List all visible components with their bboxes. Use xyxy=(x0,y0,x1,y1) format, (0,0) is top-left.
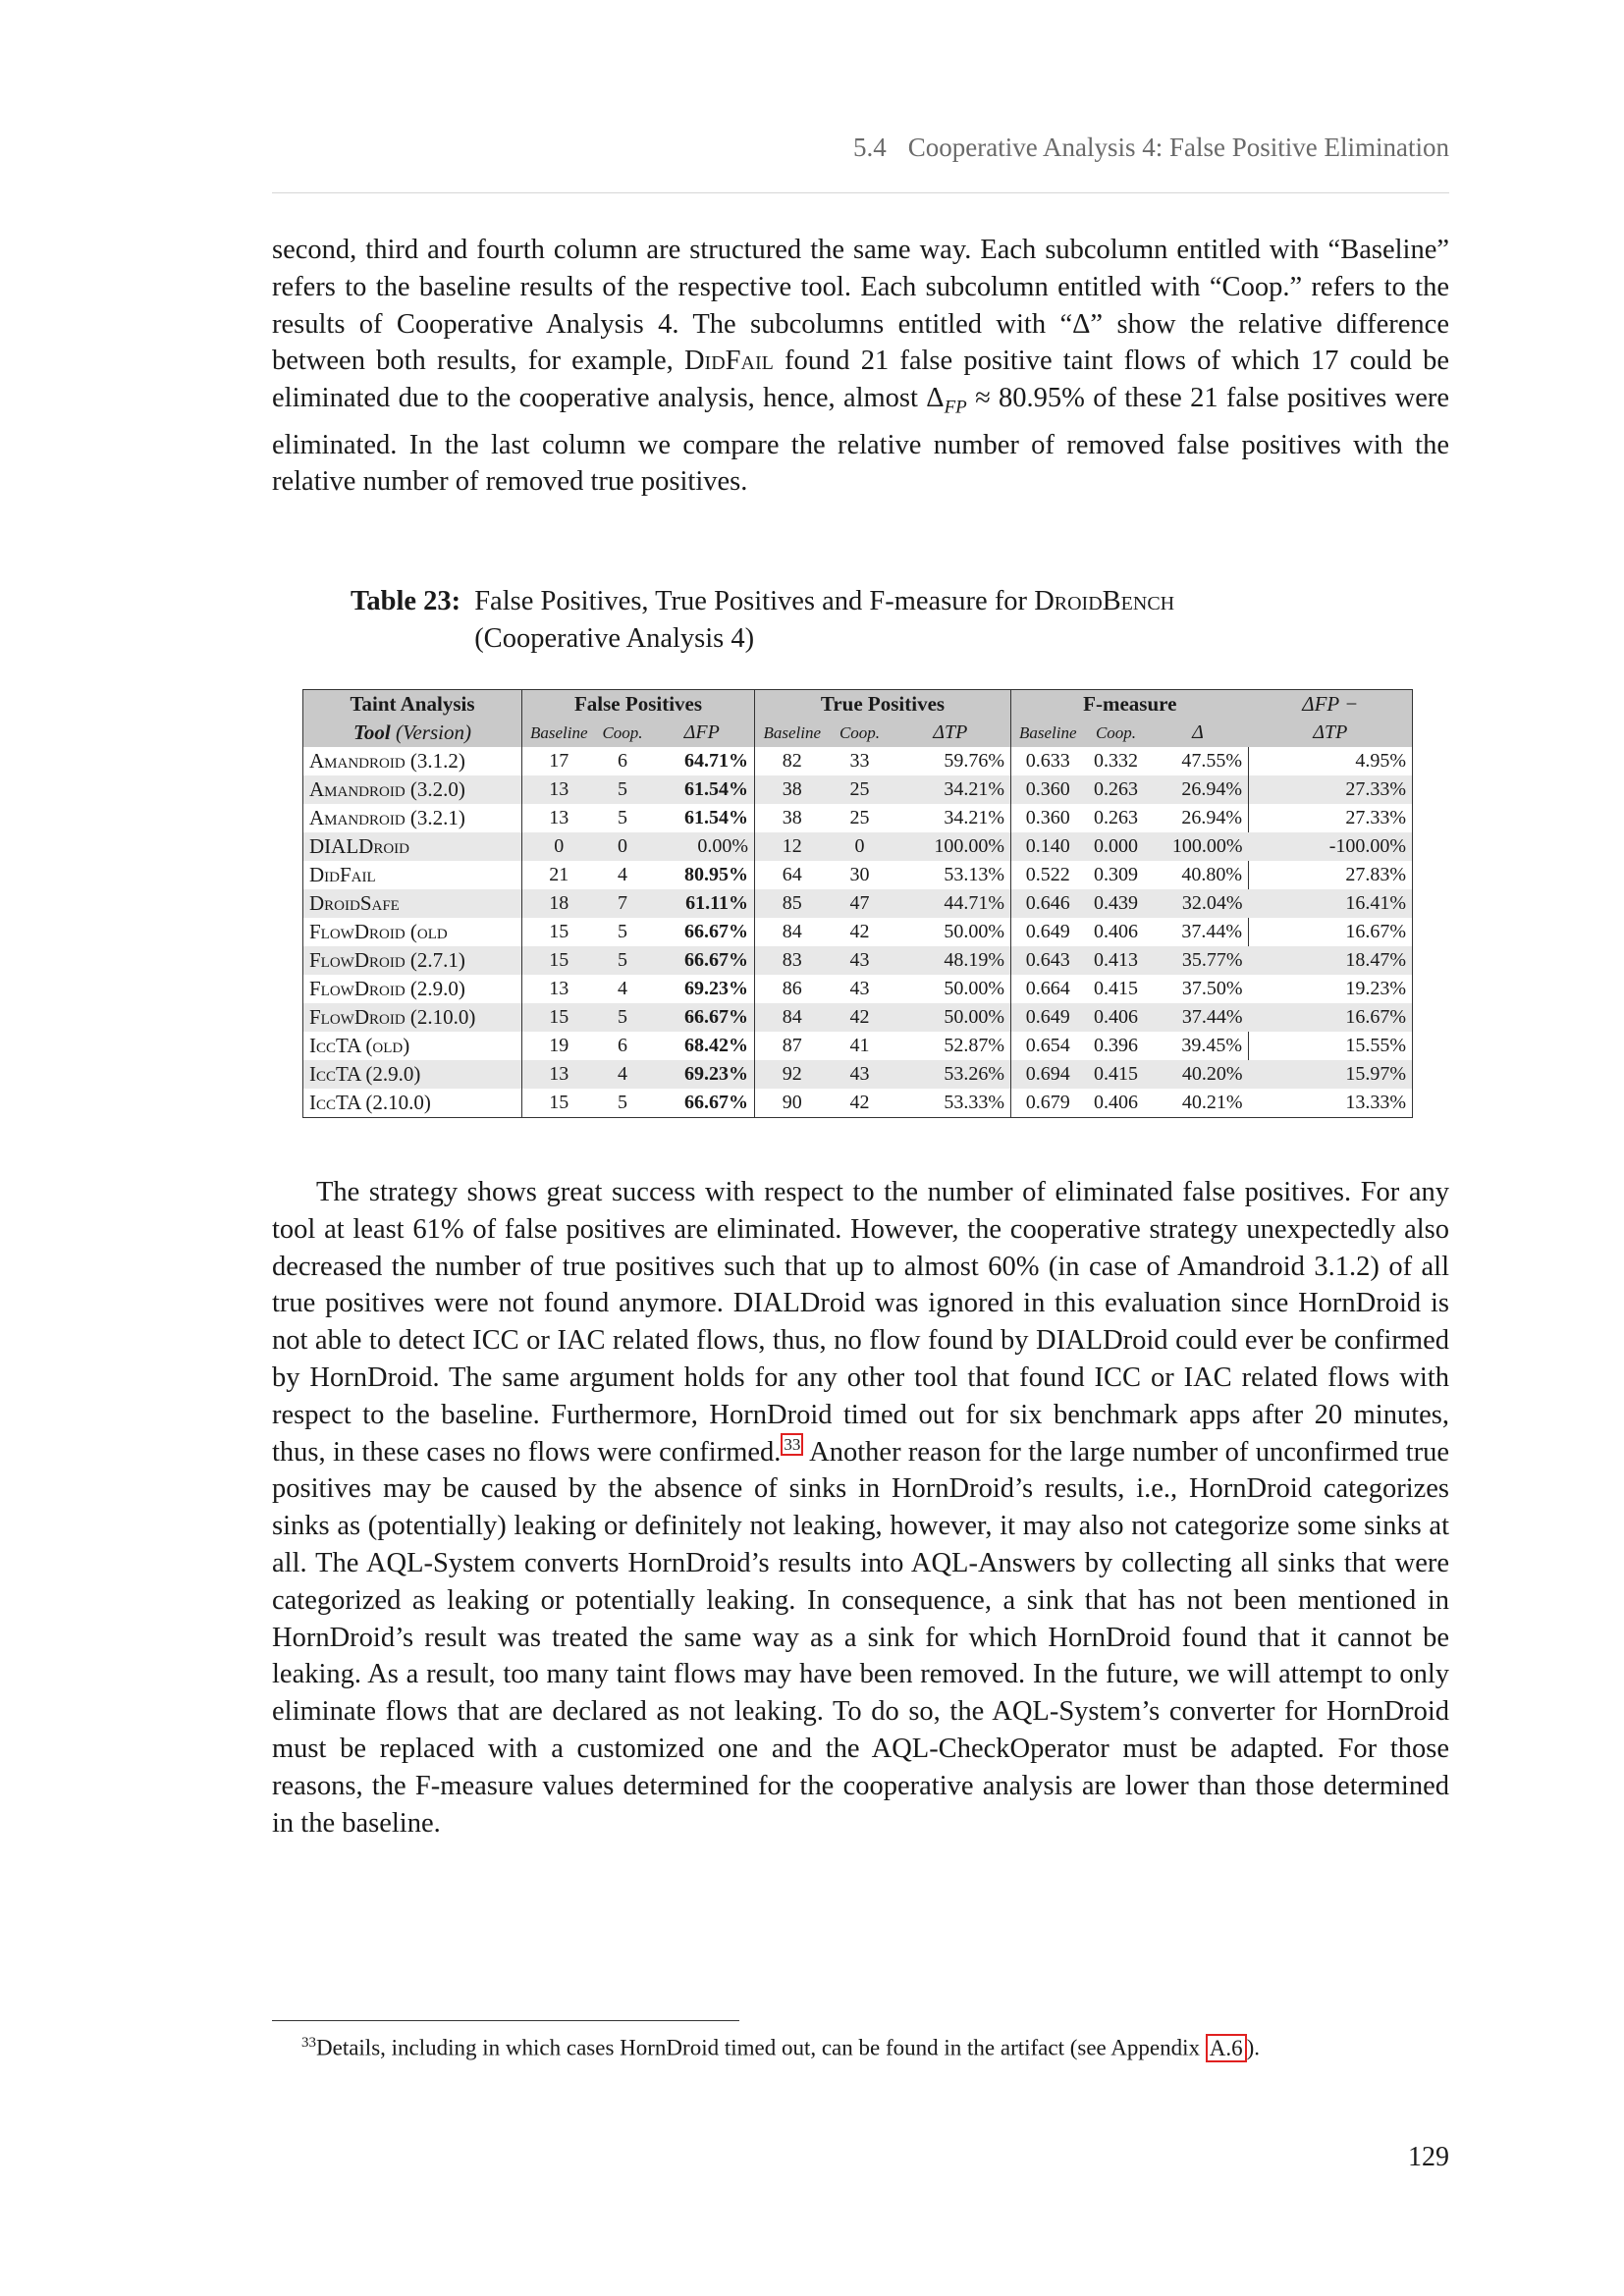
cell-tp_delta: 52.87% xyxy=(944,1035,1005,1056)
table-subheader-row: Tool (Version) Baseline Coop. ΔFP Baseline Coop. ΔTP Baseline Coop. Δ ΔTP xyxy=(303,719,1413,747)
cell-fp_base: 13 xyxy=(522,804,596,832)
cell-tool: IccTA (old) xyxy=(303,1032,522,1060)
cell-tool: IccTA (2.9.0) xyxy=(309,1062,421,1086)
cell-fp_coop: 6 xyxy=(618,750,627,772)
cell-tp_delta: 44.71% xyxy=(944,892,1005,914)
cell-diff: 27.33% xyxy=(1345,807,1407,828)
cell-fp_base: 19 xyxy=(522,1032,596,1060)
cell-tp_base: 84 xyxy=(755,918,830,946)
table-row xyxy=(303,804,1413,832)
table-row xyxy=(303,1089,1413,1118)
cell-tool: DroidSafe xyxy=(309,891,400,915)
cell-f_coop: 0.309 xyxy=(1094,864,1139,885)
cell-fp_base: 13 xyxy=(522,775,596,804)
cell-diff: 4.95% xyxy=(1355,750,1407,772)
cell-tp_coop: 42 xyxy=(849,1006,870,1028)
cell-fp_coop: 5 xyxy=(618,1092,627,1113)
cell-f_base: 0.360 xyxy=(1011,804,1085,832)
cell-f_delta: 40.21% xyxy=(1181,1092,1243,1113)
cell-tp_base: 92 xyxy=(755,1060,830,1089)
cell-diff: 19.23% xyxy=(1345,978,1407,999)
cell-tp_coop: 25 xyxy=(849,778,870,800)
cell-tp_delta: 50.00% xyxy=(944,921,1005,942)
table-row xyxy=(303,975,1413,1003)
cell-f_delta: 37.44% xyxy=(1181,1006,1243,1028)
cell-fp_base: 18 xyxy=(522,889,596,918)
cell-f_base: 0.140 xyxy=(1011,832,1085,861)
table-header-row: Taint Analysis False Positives True Positives F-measure ΔFP − xyxy=(303,690,1413,720)
cell-fp_coop: 5 xyxy=(618,949,627,971)
cell-f_base: 0.522 xyxy=(1011,861,1085,889)
table-caption xyxy=(351,583,1391,658)
cell-tp_coop: 43 xyxy=(849,978,870,999)
cell-fp_delta: 0.00% xyxy=(697,835,748,857)
cell-f_coop: 0.000 xyxy=(1094,835,1139,857)
cell-fp_coop: 5 xyxy=(618,778,627,800)
cell-f_base: 0.654 xyxy=(1011,1032,1085,1060)
cell-diff: 16.67% xyxy=(1345,1006,1407,1028)
cell-fp_delta: 69.23% xyxy=(684,978,748,999)
cell-tp_delta: 50.00% xyxy=(944,978,1005,999)
cell-tp_delta: 53.13% xyxy=(944,864,1005,885)
section-title: Cooperative Analysis 4: False Positive Elimination xyxy=(907,133,1449,162)
cell-f_delta: 35.77% xyxy=(1181,949,1243,971)
cell-tp_base: 12 xyxy=(755,832,830,861)
cell-f_coop: 0.406 xyxy=(1094,1006,1139,1028)
cell-tp_base: 38 xyxy=(755,775,830,804)
cell-fp_base: 13 xyxy=(522,975,596,1003)
cell-fp_delta: 61.11% xyxy=(685,892,748,914)
cell-diff: 15.55% xyxy=(1345,1035,1407,1056)
cell-tp_base: 90 xyxy=(755,1089,830,1118)
cell-diff: 16.67% xyxy=(1345,921,1407,942)
cell-f_delta: 37.44% xyxy=(1148,918,1249,946)
cell-diff: 27.33% xyxy=(1345,778,1407,800)
footnote-ref-link[interactable]: 33 xyxy=(781,1433,803,1456)
table-row xyxy=(303,832,1413,861)
cell-f_coop: 0.413 xyxy=(1094,949,1139,971)
table-row xyxy=(303,775,1413,804)
page-number: 129 xyxy=(1408,2142,1449,2172)
cell-fp_base: 17 xyxy=(522,747,596,775)
cell-f_delta: 26.94% xyxy=(1148,775,1249,804)
cell-fp_delta: 66.67% xyxy=(684,949,748,971)
table-row xyxy=(303,1003,1413,1032)
cell-fp_base: 15 xyxy=(522,1003,596,1032)
cell-tool: FlowDroid (2.9.0) xyxy=(309,977,465,1000)
cell-tp_base: 86 xyxy=(755,975,830,1003)
cell-fp_coop: 5 xyxy=(618,1006,627,1028)
table-row xyxy=(303,889,1413,918)
cell-tp_coop: 42 xyxy=(849,1092,870,1113)
cell-tp_delta: 34.21% xyxy=(944,778,1005,800)
cell-fp_delta: 66.67% xyxy=(684,921,748,942)
footnote: $^{33}$Details, including in which cases HornDroid timed out, can be found in the artifact (see Appendix A.6 ). xyxy=(301,2035,1261,2060)
cell-tool: Amandroid (3.2.1) xyxy=(303,804,522,832)
cell-fp_base: 15 xyxy=(522,1089,596,1118)
cell-diff: 16.41% xyxy=(1345,892,1407,914)
cell-tp_coop: 42 xyxy=(849,921,870,942)
cell-tp_coop: 25 xyxy=(849,807,870,828)
cell-fp_coop: 0 xyxy=(618,835,627,857)
cell-tool: Amandroid (3.1.2) xyxy=(303,747,522,775)
cell-tp_base: 82 xyxy=(755,747,830,775)
table-row xyxy=(303,946,1413,975)
cell-fp_delta: 64.71% xyxy=(684,750,748,772)
cell-fp_coop: 6 xyxy=(618,1035,627,1056)
cell-tp_delta: 50.00% xyxy=(944,1006,1005,1028)
cell-tp_base: 84 xyxy=(755,1003,830,1032)
cell-fp_coop: 4 xyxy=(618,978,627,999)
cell-tp_coop: 30 xyxy=(849,864,870,885)
cell-tool: Amandroid (3.2.0) xyxy=(303,775,522,804)
cell-f_base: 0.679 xyxy=(1011,1089,1085,1118)
cell-fp_delta: 61.54% xyxy=(684,807,748,828)
cell-tool: FlowDroid (2.10.0) xyxy=(309,1005,476,1029)
cell-tool: DIALDroid xyxy=(309,834,409,858)
cell-f_coop: 0.396 xyxy=(1094,1035,1139,1056)
cell-f_coop: 0.415 xyxy=(1094,1063,1139,1085)
cell-f_delta: 32.04% xyxy=(1181,892,1243,914)
cell-f_base: 0.649 xyxy=(1011,1003,1085,1032)
cell-fp_base: 15 xyxy=(522,918,596,946)
cell-fp_coop: 4 xyxy=(618,1063,627,1085)
cell-tp_base: 64 xyxy=(755,861,830,889)
cell-tp_coop: 0 xyxy=(854,835,865,857)
cell-diff: 18.47% xyxy=(1345,949,1407,971)
cell-tool: FlowDroid (old xyxy=(303,918,522,946)
cell-f_delta: 26.94% xyxy=(1148,804,1249,832)
section-number: 5.4 xyxy=(853,133,887,162)
cell-f_coop: 0.415 xyxy=(1094,978,1139,999)
cell-f_base: 0.694 xyxy=(1011,1060,1085,1089)
cell-tp_coop: 41 xyxy=(849,1035,870,1056)
cell-f_coop: 0.263 xyxy=(1094,807,1139,828)
table-row xyxy=(303,747,1413,775)
cell-f_delta: 40.80% xyxy=(1148,861,1249,889)
cell-f_coop: 0.332 xyxy=(1094,750,1139,772)
cell-tp_base: 83 xyxy=(755,946,830,975)
cell-f_base: 0.664 xyxy=(1011,975,1085,1003)
cell-tp_coop: 43 xyxy=(849,949,870,971)
cell-fp_coop: 4 xyxy=(618,864,627,885)
appendix-link[interactable]: A.6 xyxy=(1206,2034,1247,2062)
cell-fp_coop: 7 xyxy=(618,892,627,914)
cell-f_delta: 47.55% xyxy=(1148,747,1249,775)
discussion-paragraph: The strategy shows great success with respect to the number of eliminated false positives. For any tool at least 61% of false positives are eliminated. However, the cooperative strategy unexpectedly also decreased the number of true positives such that up to almost 60% (in case of Amandroid 3.1.2) of all true positives were not found anymore. DIALDroid was ignored in this evaluation since HornDroid is not able to detect ICC or IAC related flows, thus, no flow found by DIALDroid could ever be confirmed by HornDroid. The same argument holds for any other tool that found ICC or IAC related flows with respect to the baseline. Furthermore, HornDroid timed out for six benchmark apps after 20 minutes, thus, in these cases no flows were confirmed. $^{33}$ Another reason for the large number of unconfirmed true positives may be caused by the absence of sinks in HornDroid’s results, i.e., HornDroid categorizes sinks as (potentially) leaking or definitely not leaking, however, it may also not categorize some sinks at all. The AQL-System converts HornDroid’s results into AQL-Answers by collecting all sinks that were categorized as leaking or potentially leaking. In consequence, a sink that has not been mentioned in HornDroid’s result was treated the same way as a sink for which HornDroid found that it cannot be leaking. As a result, too many taint flows may have been removed. In the future, we will attempt to only eliminate flows that are declared as not leaking. To do so, the AQL-System’s converter for HornDroid must be replaced with a customized one and the AQL-CheckOperator must be adapted. For those reasons, the F-measure values determined for the cooperative analysis are lower than those determined in the baseline. xyxy=(272,1177,1449,1839)
cell-fp_coop: 5 xyxy=(618,807,627,828)
cell-tool: FlowDroid (2.7.1) xyxy=(309,948,465,972)
cell-fp_base: 15 xyxy=(522,946,596,975)
cell-f_coop: 0.439 xyxy=(1094,892,1139,914)
intro-paragraph: second, third and fourth column are structured the same way. Each subcolumn entitled with “Baseline” refers to the baseline results of the respective tool. Each subcolumn entitled with “Coop.” refers to the results of Cooperative Analysis 4. The subcolumns entitled with “Δ” show the relative difference between both results, for example, DidFail found 21 false positive taint flows of which 17 could be eliminated due to the cooperative analysis, hence, almost $\Delta_{FP} \approx 80.95\%$ of these 21 false positives were eliminated. In the last column we compare the relative number of removed false positives with the relative number of removed true positives. xyxy=(272,235,1449,498)
cell-tool: IccTA (2.10.0) xyxy=(309,1091,431,1114)
cell-tool: DidFail xyxy=(303,861,522,889)
table-row xyxy=(303,918,1413,946)
cell-tp_coop: 47 xyxy=(849,892,870,914)
cell-tp_coop: 33 xyxy=(849,750,870,772)
table-row xyxy=(303,1032,1413,1060)
cell-fp_base: 0 xyxy=(522,832,596,861)
cell-tp_delta: 34.21% xyxy=(944,807,1005,828)
cell-tp_delta: 59.76% xyxy=(944,750,1005,772)
cell-f_delta: 40.20% xyxy=(1181,1063,1243,1085)
cell-diff: 15.97% xyxy=(1345,1063,1407,1085)
cell-fp_base: 13 xyxy=(522,1060,596,1089)
table-row xyxy=(303,1060,1413,1089)
running-header xyxy=(272,128,1449,193)
cell-fp_delta: 80.95% xyxy=(684,864,748,885)
cell-diff: 27.83% xyxy=(1345,864,1407,885)
cell-f_base: 0.633 xyxy=(1011,747,1085,775)
footnote-rule xyxy=(272,2020,739,2021)
results-table xyxy=(302,689,1413,1118)
cell-f_base: 0.643 xyxy=(1011,946,1085,975)
cell-f_base: 0.649 xyxy=(1011,918,1085,946)
cell-f_coop: 0.406 xyxy=(1094,1092,1139,1113)
cell-fp_delta: 68.42% xyxy=(684,1035,748,1056)
cell-diff: -100.00% xyxy=(1328,835,1407,857)
tool-name: DidFail xyxy=(683,346,774,377)
cell-fp_coop: 5 xyxy=(618,921,627,942)
cell-f_coop: 0.406 xyxy=(1094,921,1139,942)
cell-tp_base: 87 xyxy=(755,1032,830,1060)
cell-tp_coop: 43 xyxy=(849,1063,870,1085)
cell-tp_base: 38 xyxy=(755,804,830,832)
caption-label: Table 23: xyxy=(351,586,461,616)
cell-f_delta: 39.45% xyxy=(1148,1032,1249,1060)
cell-tp_delta: 53.26% xyxy=(944,1063,1005,1085)
cell-f_base: 0.646 xyxy=(1011,889,1085,918)
cell-tp_delta: 48.19% xyxy=(944,949,1005,971)
cell-fp_delta: 66.67% xyxy=(684,1092,748,1113)
cell-diff: 13.33% xyxy=(1345,1092,1407,1113)
cell-tp_delta: 53.33% xyxy=(944,1092,1005,1113)
cell-fp_delta: 69.23% xyxy=(684,1063,748,1085)
cell-f_delta: 100.00% xyxy=(1171,835,1243,857)
cell-fp_delta: 61.54% xyxy=(684,778,748,800)
cell-fp_delta: 66.67% xyxy=(684,1006,748,1028)
cell-f_delta: 37.50% xyxy=(1181,978,1243,999)
caption-text: False Positives, True Positives and F-measure for DroidBench (Cooperative Analysis 4) xyxy=(474,586,1175,654)
cell-f_coop: 0.263 xyxy=(1094,778,1139,800)
cell-tp_delta: 100.00% xyxy=(934,835,1005,857)
cell-tp_base: 85 xyxy=(755,889,830,918)
table-row xyxy=(303,861,1413,889)
cell-f_base: 0.360 xyxy=(1011,775,1085,804)
cell-fp_base: 21 xyxy=(522,861,596,889)
